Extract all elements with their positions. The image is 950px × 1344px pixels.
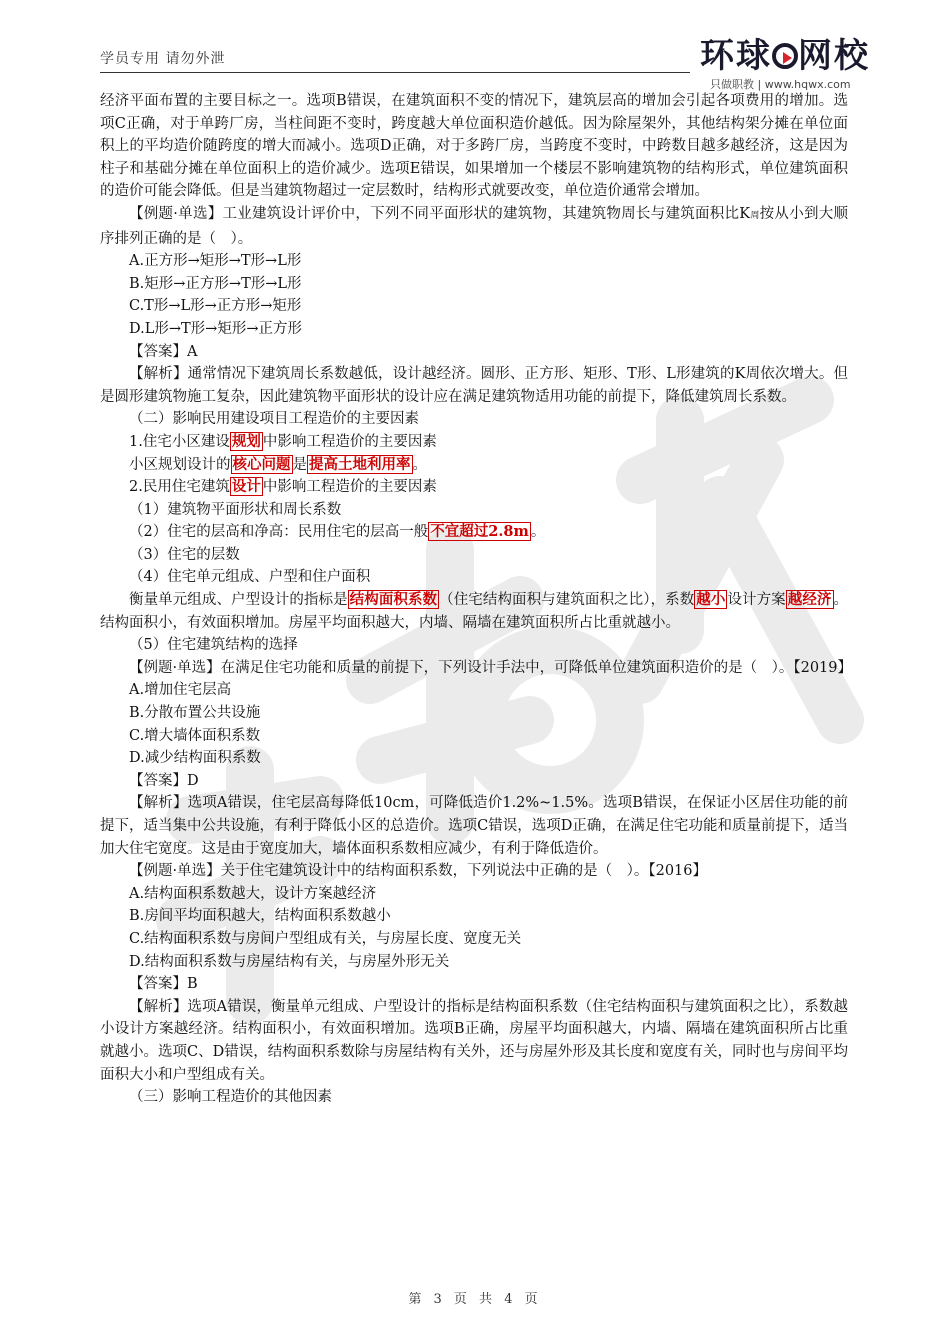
question-1-option-d: D.L形→T形→矩形→正方形 — [129, 320, 302, 337]
subheading-2: 2.民用住宅建筑 设计 中影响工程造价的主要因素 — [129, 478, 437, 496]
question-3-option-c: C.结构面积系数与房间户型组成有关，与房屋长度、宽度无关 — [129, 930, 522, 947]
highlight: 越经济 — [787, 591, 832, 609]
factor-1: （1）建筑物平面形状和周长系数 — [129, 501, 342, 518]
highlight: 越小 — [696, 591, 726, 609]
question-1-option-b: B.矩形→正方形→T形→L形 — [129, 275, 302, 292]
highlight: 规划 — [231, 432, 261, 450]
header-notice: 学员专用 请勿外泄 — [100, 51, 226, 67]
section-heading: （三）影响工程造价的其他因素 — [129, 1089, 332, 1106]
highlight: 提高土地利用率 — [309, 455, 411, 473]
highlight: 核心问题 — [232, 455, 291, 473]
factor-2: （2）住宅的层高和净高：民用住宅的层高一般 不宜超过2.8m 。 — [129, 523, 546, 541]
question-2-option-b: B.分散布置公共设施 — [129, 705, 261, 722]
question-3-option-d: D.结构面积系数与房屋结构有关，与房屋外形无关 — [129, 953, 450, 970]
question-2-option-d: D.减少结构面积系数 — [129, 750, 261, 767]
paragraph: 经济平面布置的主要目标之一。选项B错误，在建筑面积不变的情况下，建筑层高的增加会引起各项费用的增加。选项C正确，对于单跨厂房，当柱间距不变时，跨度越大单位面积造价越低。因为除屋架外，其他结构架分摊在单位面积上的平均造价随跨度的增大而减小。选项D正确，对于多跨厂房，当跨度不变时，中跨数目越多越经济，这是因为柱子和基础分摊在单位面积上的造价减少。选项E错误，如果增加一个楼层不影响建筑物的结构形式，单位建筑面积的造价可能会降低。但是当建筑物超过一定层数时，结构形式就要改变，单位造价通常会增加。 — [100, 93, 848, 200]
logo-text-a: 环球 — [700, 36, 772, 76]
highlight: 不宜超过2.8m — [430, 523, 529, 541]
key-point: 小区规划设计的 核心问题 是 提高土地利用率 。 — [129, 455, 427, 473]
page-header — [100, 44, 690, 73]
question-3-answer: 【答案】B — [129, 976, 198, 993]
question-1-explanation: 【解析】通常情况下建筑周长系数越低，设计越经济。圆形、正方形、矩形、T形、L形建筑的K周依次增大。但是圆形建筑物施工复杂，因此建筑物平面形状的设计应在满足建筑物适用功能的前提下，降低建筑周长系数。 — [100, 366, 848, 405]
factor-5: （5）住宅建筑结构的选择 — [129, 637, 298, 654]
question-2: 【例题·单选】在满足住宅功能和质量的前提下，下列设计手法中，可降低单位建筑面积造价的是（ ）。【2019】 — [129, 659, 853, 676]
factor-4: （4）住宅单元组成、户型和住户面积 — [129, 569, 371, 586]
factor-3: （3）住宅的层数 — [129, 546, 240, 563]
highlight: 结构面积系数 — [349, 591, 438, 609]
question-2-option-c: C.增大墙体面积系数 — [129, 727, 261, 744]
question-2-answer: 【答案】D — [129, 772, 199, 789]
logo-text-b: 网校 — [798, 36, 870, 76]
highlight: 设计 — [231, 478, 261, 496]
question-2-option-a: A.增加住宅层高 — [129, 682, 232, 699]
section-heading: （二）影响民用建设项目工程造价的主要因素 — [129, 411, 419, 428]
page-number: 第 3 页 共 4 页 — [408, 1292, 542, 1307]
question-1-option-c: C.T形→L形→正方形→矩形 — [129, 298, 302, 315]
question-3-option-a: A.结构面积系数越大，设计方案越经济 — [129, 885, 377, 902]
question-3-option-b: B.房间平均面积越大，结构面积系数越小 — [129, 908, 391, 925]
subheading-1: 1.住宅小区建设 规划 中影响工程造价的主要因素 — [129, 432, 437, 450]
question-3: 【例题·单选】关于住宅建筑设计中的结构面积系数，下列说法中正确的是（ ）。【2016】 — [129, 863, 708, 880]
question-1-answer: 【答案】A — [129, 343, 198, 360]
document-body — [100, 90, 853, 1109]
question-2-explanation: 【解析】选项A错误，住宅层高每降低10cm，可降低造价1.2%~1.5%。选项B错误，在保证小区居住功能的前提下，适当集中公共设施，有利于降低小区的总造价。选项C错误，选项D正确，在满足住宅功能和质量前提下，适当加大住宅宽度。这是由于宽度加大，墙体面积系数相应减少，有利于降低造价。 — [100, 795, 848, 857]
question-1: 【例题·单选】工业建筑设计评价中，下列不同平面形状的建筑物，其建筑物周长与建筑面积比K周按从小到大顺序排列正确的是（ ）。 — [100, 205, 848, 247]
metric-paragraph: 衡量单元组成、户型设计的指标是 结构面积系数 （住宅结构面积与建筑面积之比），系数 越小 设计方案 越经济 。结构面积小，有效面积增加。房屋平均面积越大，内墙、隔墙在建筑面积所占比重就越小。 — [100, 591, 848, 631]
logo-play-icon — [772, 43, 798, 69]
question-1-option-a: A.正方形→矩形→T形→L形 — [129, 253, 302, 270]
brand-logo — [700, 38, 880, 98]
logo-tagline: 只做职教 | www.hqwx.com — [710, 78, 851, 91]
question-3-explanation: 【解析】选项A错误，衡量单元组成、户型设计的指标是结构面积系数（住宅结构面积与建筑面积之比），系数越小设计方案越经济。结构面积小，有效面积增加。选项B正确，房屋平均面积越大，内墙、隔墙在建筑面积所占比重就越小。选项C、D错误，结构面积系数除与房屋结构有关外，还与房屋外形及其长度和宽度有关，同时也与房间平均面积大小和户型组成有关。 — [100, 998, 848, 1083]
